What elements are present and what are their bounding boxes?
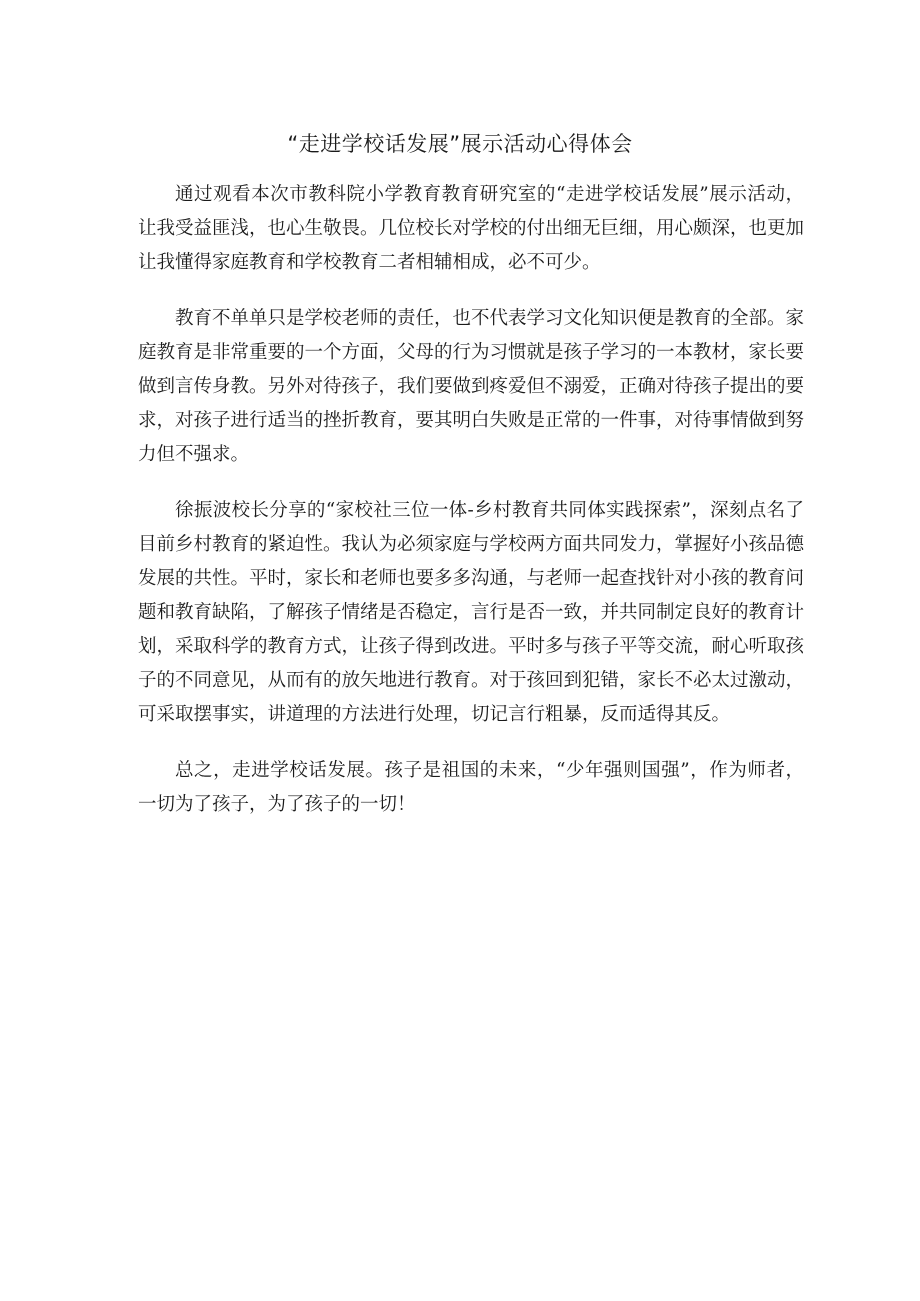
document-title: “走进学校话发展”展示活动心得体会 [287,132,633,156]
paragraph-3: 徐振波校长分享的“家校社三位一体-乡村教育共同体实践探索”，深刻点名了目前乡村教育的紧迫性。我认为必须家庭与学校两方面共同发力，掌握好小孩品德发展的共性。平时，家长和老师也要多多沟通，与老师一起查找针对小孩的教育问题和教育缺陷，了解孩子情绪是否稳定，言行是否一致，并共同制定良好的教育计划，采取科学的教育方式，让孩子得到改进。平时多与孩子平等交流，耐心听取孩子的不同意见，从而有的放矢地进行教育。对于孩回到犯错，家长不必太过激动，可采取摆事实，讲道理的方法进行处理，切记言行粗暴，反而适得其反。 [138,500,805,725]
paragraph-4: 总之，走进学校话发展。孩子是祖国的未来，“少年强则国强”，作为师者，一切为了孩子，为了孩子的一切！ [138,760,804,815]
document-body [138,178,804,844]
paragraph-2: 教育不单单只是学校老师的责任，也不代表学习文化知识便是教育的全部。家庭教育是非常重要的一个方面，父母的行为习惯就是孩子学习的一本教材，家长要做到言传身教。另外对待孩子，我们要做到疼爱但不溺爱，正确对待孩子提出的要求，对孩子进行适当的挫折教育，要其明白失败是正常的一件事，对待事情做到努力但不强求。 [138,308,805,465]
paragraph-1: 通过观看本次市教科院小学教育教育研究室的“走进学校话发展”展示活动，让我受益匪浅，也心生敬畏。几位校长对学校的付出细无巨细，用心颇深，也更加让我懂得家庭教育和学校教育二者相辅相成，必不可少。 [138,184,805,273]
